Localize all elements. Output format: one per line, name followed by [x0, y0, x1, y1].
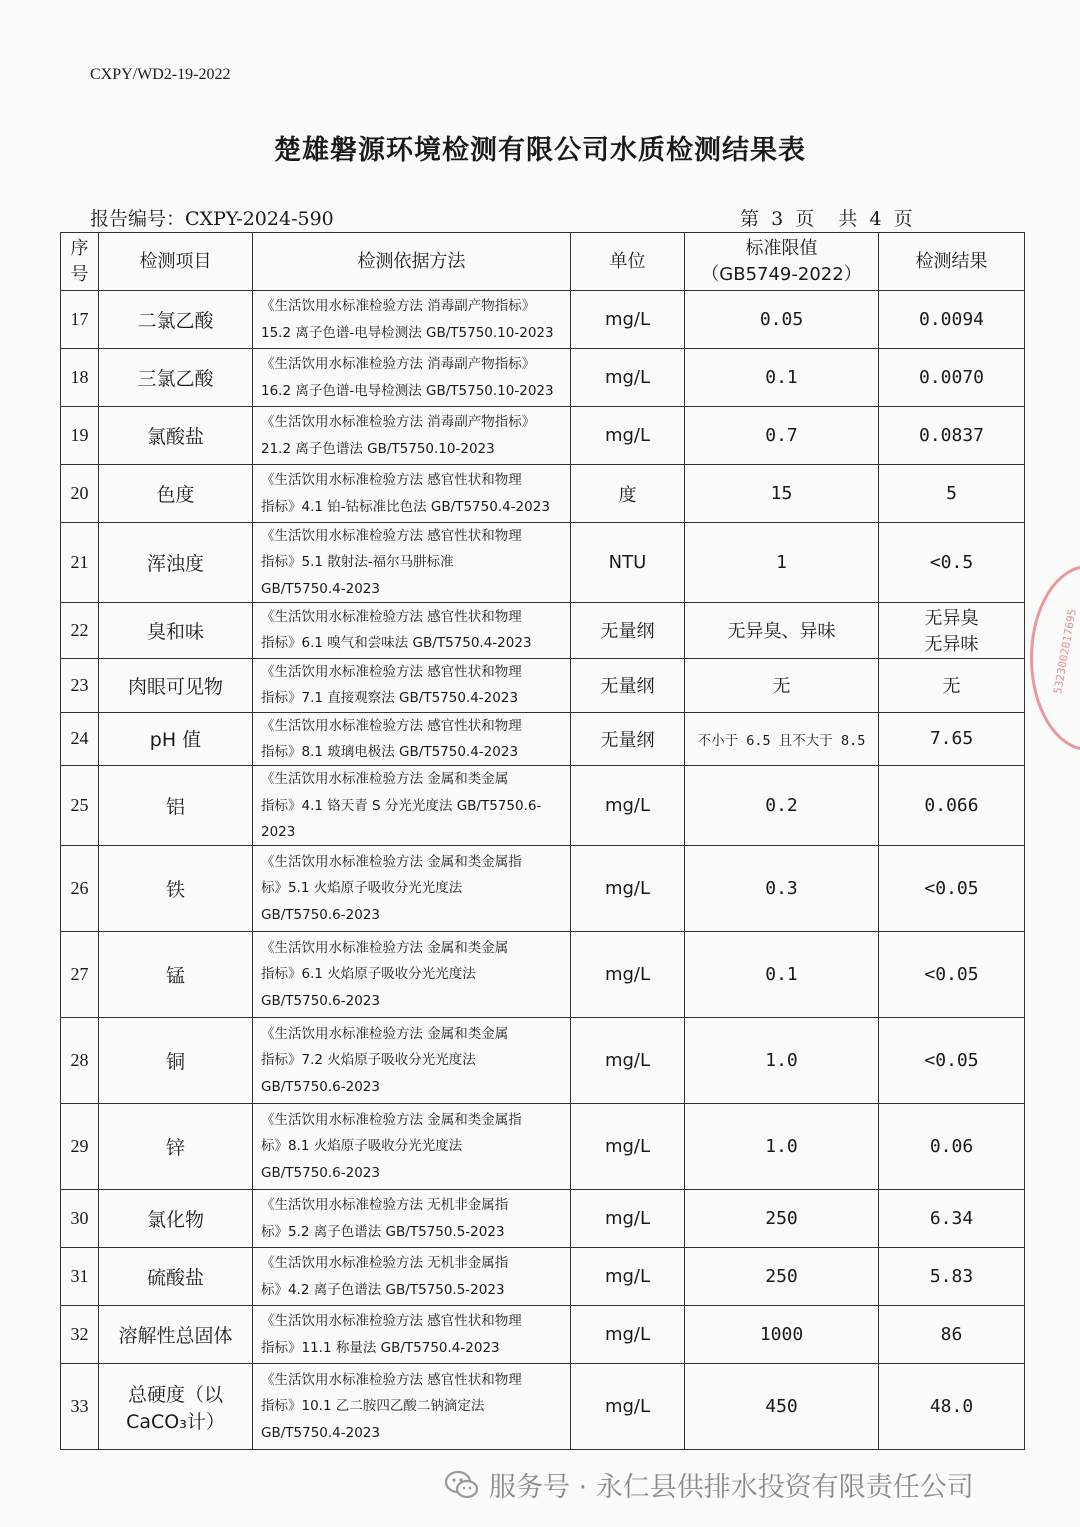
footer-text: 服务号 · 永仁县供排水投资有限责任公司 [489, 1472, 974, 1503]
method-line: GB/T5750.6-2023 [261, 992, 380, 1009]
report-number: 报告编号：CXPY-2024-590 [90, 208, 334, 230]
table-row [61, 766, 1025, 846]
test-method [253, 602, 571, 658]
test-item: 硫酸盐 [99, 1248, 253, 1306]
test-method [253, 523, 571, 603]
header-limit [685, 233, 879, 291]
method-line: 《生活饮用水标准检验方法 感官性状和物理 [261, 609, 522, 626]
method-line: 《生活饮用水标准检验方法 感官性状和物理 [261, 1372, 522, 1389]
row-number: 33 [61, 1364, 99, 1450]
unit: mg/L [571, 1248, 685, 1306]
test-result: 0.066 [879, 766, 1025, 846]
wechat-icon [445, 1470, 479, 1500]
footer-watermark [445, 1465, 974, 1504]
method-line: 《生活饮用水标准检验方法 无机非金属指 [261, 1197, 509, 1214]
unit: mg/L [571, 407, 685, 465]
test-item: 锰 [99, 932, 253, 1018]
unit: mg/L [571, 1306, 685, 1364]
table-row [61, 1104, 1025, 1190]
table-row [61, 1190, 1025, 1248]
test-item: pH 值 [99, 712, 253, 766]
test-method [253, 1190, 571, 1248]
test-result: 0.06 [879, 1104, 1025, 1190]
row-number: 25 [61, 766, 99, 846]
table-body [61, 291, 1025, 1450]
standard-limit: 0.1 [685, 349, 879, 407]
test-item: 总硬度（以CaCO₃计） [99, 1364, 253, 1450]
table-row [61, 291, 1025, 349]
unit: NTU [571, 523, 685, 603]
test-item: 浑浊度 [99, 523, 253, 603]
method-line: 指标》7.1 直接观察法 GB/T5750.4-2023 [261, 690, 519, 707]
unit: mg/L [571, 291, 685, 349]
method-line: 标》4.2 离子色谱法 GB/T5750.5-2023 [261, 1281, 505, 1298]
test-method [253, 1104, 571, 1190]
table-row [61, 523, 1025, 603]
table-row [61, 407, 1025, 465]
unit: 度 [571, 465, 685, 523]
method-line: GB/T5750.6-2023 [261, 1078, 380, 1095]
row-number: 21 [61, 523, 99, 603]
row-number: 20 [61, 465, 99, 523]
unit: 无量纲 [571, 712, 685, 766]
test-result: <0.5 [879, 523, 1025, 603]
method-line: 16.2 离子色谱-电导检测法 GB/T5750.10-2023 [261, 382, 554, 399]
test-item: 铝 [99, 766, 253, 846]
test-item: 臭和味 [99, 602, 253, 658]
test-method [253, 407, 571, 465]
method-line: 指标》6.1 火焰原子吸收分光光度法 [261, 966, 476, 983]
table-row [61, 712, 1025, 766]
standard-limit: 1 [685, 523, 879, 603]
method-line: 《生活饮用水标准检验方法 感官性状和物理 [261, 663, 522, 680]
method-line: 指标》10.1 乙二胺四乙酸二钠滴定法 [261, 1398, 485, 1415]
standard-limit: 无异臭、异味 [685, 602, 879, 658]
method-line: 《生活饮用水标准检验方法 消毒副产物指标》 [261, 414, 536, 431]
header-limit-standard: （GB5749-2022） [701, 263, 862, 285]
test-method [253, 465, 571, 523]
test-item: 肉眼可见物 [99, 658, 253, 712]
method-line: 《生活饮用水标准检验方法 感官性状和物理 [261, 472, 522, 489]
test-method [253, 349, 571, 407]
table-row [61, 602, 1025, 658]
row-number: 24 [61, 712, 99, 766]
standard-limit: 15 [685, 465, 879, 523]
test-item: 锌 [99, 1104, 253, 1190]
test-result: 5 [879, 465, 1025, 523]
unit: mg/L [571, 1190, 685, 1248]
test-method [253, 766, 571, 846]
standard-limit: 1.0 [685, 1018, 879, 1104]
method-line: 《生活饮用水标准检验方法 消毒副产物指标》 [261, 298, 536, 315]
unit: mg/L [571, 766, 685, 846]
test-result: 无异臭 无异味 [879, 602, 1025, 658]
test-item: 铁 [99, 846, 253, 932]
standard-limit: 250 [685, 1248, 879, 1306]
test-method [253, 1364, 571, 1450]
test-item: 溶解性总固体 [99, 1306, 253, 1364]
method-line: 《生活饮用水标准检验方法 感官性状和物理 [261, 1313, 522, 1330]
standard-limit: 450 [685, 1364, 879, 1450]
row-number: 29 [61, 1104, 99, 1190]
standard-limit: 1000 [685, 1306, 879, 1364]
method-line: 指标》4.1 铂-钴标准比色法 GB/T5750.4-2023 [261, 498, 550, 515]
row-number: 17 [61, 291, 99, 349]
table-row [61, 1306, 1025, 1364]
method-line: 《生活饮用水标准检验方法 金属和类金属指 [261, 854, 522, 871]
row-number: 32 [61, 1306, 99, 1364]
method-line: GB/T5750.4-2023 [261, 580, 380, 597]
document-code: CXPY/WD2-19-2022 [90, 66, 231, 83]
method-line: 标》5.2 离子色谱法 GB/T5750.5-2023 [261, 1223, 505, 1240]
header-no: 序号 [61, 233, 99, 291]
method-line: 21.2 离子色谱法 GB/T5750.10-2023 [261, 440, 495, 457]
table-row [61, 349, 1025, 407]
row-number: 18 [61, 349, 99, 407]
header-result: 检测结果 [879, 233, 1025, 291]
row-number: 19 [61, 407, 99, 465]
standard-limit: 0.3 [685, 846, 879, 932]
unit: mg/L [571, 1018, 685, 1104]
test-result: 48.0 [879, 1364, 1025, 1450]
seal-number: 5323002017695 [1051, 607, 1079, 696]
test-method [253, 1306, 571, 1364]
method-line: GB/T5750.6-2023 [261, 906, 380, 923]
page-info: 第 3 页 共 4 页 [740, 208, 913, 230]
test-item: 色度 [99, 465, 253, 523]
method-line: GB/T5750.4-2023 [261, 1424, 380, 1441]
table-header-row [61, 233, 1025, 291]
test-method [253, 932, 571, 1018]
standard-limit: 1.0 [685, 1104, 879, 1190]
standard-limit: 无 [685, 658, 879, 712]
test-method [253, 1018, 571, 1104]
results-table [60, 232, 1025, 1450]
test-result: <0.05 [879, 846, 1025, 932]
row-number: 22 [61, 602, 99, 658]
test-result: 7.65 [879, 712, 1025, 766]
page-title: 楚雄磐源环境检测有限公司水质检测结果表 [274, 135, 806, 166]
table-row [61, 1248, 1025, 1306]
inspection-seal [1030, 565, 1080, 751]
method-line: 指标》6.1 嗅气和尝味法 GB/T5750.4-2023 [261, 635, 532, 652]
table-row [61, 658, 1025, 712]
test-item: 二氯乙酸 [99, 291, 253, 349]
row-number: 30 [61, 1190, 99, 1248]
table-row [61, 465, 1025, 523]
standard-limit: 250 [685, 1190, 879, 1248]
row-number: 23 [61, 658, 99, 712]
method-line: 《生活饮用水标准检验方法 感官性状和物理 [261, 528, 522, 544]
test-result: 无 [879, 658, 1025, 712]
standard-limit: 0.2 [685, 766, 879, 846]
table-row [61, 1364, 1025, 1450]
test-result: 6.34 [879, 1190, 1025, 1248]
test-result: 86 [879, 1306, 1025, 1364]
unit: mg/L [571, 1104, 685, 1190]
test-result: 0.0094 [879, 291, 1025, 349]
method-line: 15.2 离子色谱-电导检测法 GB/T5750.10-2023 [261, 324, 554, 341]
method-line: GB/T5750.6-2023 [261, 1164, 380, 1181]
method-line: 标》8.1 火焰原子吸收分光光度法 [261, 1138, 463, 1155]
method-line: 指标》7.2 火焰原子吸收分光光度法 [261, 1052, 476, 1069]
test-method [253, 1248, 571, 1306]
header-unit: 单位 [571, 233, 685, 291]
standard-limit: 0.1 [685, 932, 879, 1018]
standard-limit: 0.05 [685, 291, 879, 349]
test-result: <0.05 [879, 932, 1025, 1018]
test-result: 5.83 [879, 1248, 1025, 1306]
row-number: 31 [61, 1248, 99, 1306]
header-method: 检测依据方法 [253, 233, 571, 291]
unit: mg/L [571, 932, 685, 1018]
test-result: <0.05 [879, 1018, 1025, 1104]
method-line: 《生活饮用水标准检验方法 金属和类金属 [261, 940, 509, 957]
standard-limit: 0.7 [685, 407, 879, 465]
row-number: 26 [61, 846, 99, 932]
test-method [253, 658, 571, 712]
table-row [61, 846, 1025, 932]
test-method [253, 291, 571, 349]
method-line: 《生活饮用水标准检验方法 无机非金属指 [261, 1255, 509, 1272]
standard-limit: 不小于 6.5 且不大于 8.5 [685, 712, 879, 766]
method-line: 《生活饮用水标准检验方法 消毒副产物指标》 [261, 356, 536, 373]
test-item: 氯酸盐 [99, 407, 253, 465]
method-line: 指标》8.1 玻璃电极法 GB/T5750.4-2023 [261, 743, 519, 760]
unit: mg/L [571, 1364, 685, 1450]
method-line: 《生活饮用水标准检验方法 感官性状和物理 [261, 717, 522, 734]
row-number: 28 [61, 1018, 99, 1104]
test-item: 氯化物 [99, 1190, 253, 1248]
unit: mg/L [571, 349, 685, 407]
header-limit-title: 标准限值 [745, 238, 818, 260]
method-line: 指标》4.1 铬天青 S 分光光度法 GB/T5750.6-2023 [261, 797, 542, 840]
test-method [253, 846, 571, 932]
method-line: 《生活饮用水标准检验方法 金属和类金属 [261, 771, 509, 788]
test-method [253, 712, 571, 766]
test-item: 铜 [99, 1018, 253, 1104]
test-result: 0.0837 [879, 407, 1025, 465]
unit: mg/L [571, 846, 685, 932]
header-item: 检测项目 [99, 233, 253, 291]
unit: 无量纲 [571, 602, 685, 658]
method-line: 指标》11.1 称量法 GB/T5750.4-2023 [261, 1339, 500, 1356]
method-line: 标》5.1 火焰原子吸收分光光度法 [261, 880, 463, 897]
method-line: 《生活饮用水标准检验方法 金属和类金属指 [261, 1112, 522, 1129]
test-item: 三氯乙酸 [99, 349, 253, 407]
method-line: 指标》5.1 散射法-福尔马肼标准 [261, 554, 454, 571]
method-line: 《生活饮用水标准检验方法 金属和类金属 [261, 1026, 509, 1043]
test-result: 0.0070 [879, 349, 1025, 407]
table-row [61, 1018, 1025, 1104]
unit: 无量纲 [571, 658, 685, 712]
table-row [61, 932, 1025, 1018]
row-number: 27 [61, 932, 99, 1018]
